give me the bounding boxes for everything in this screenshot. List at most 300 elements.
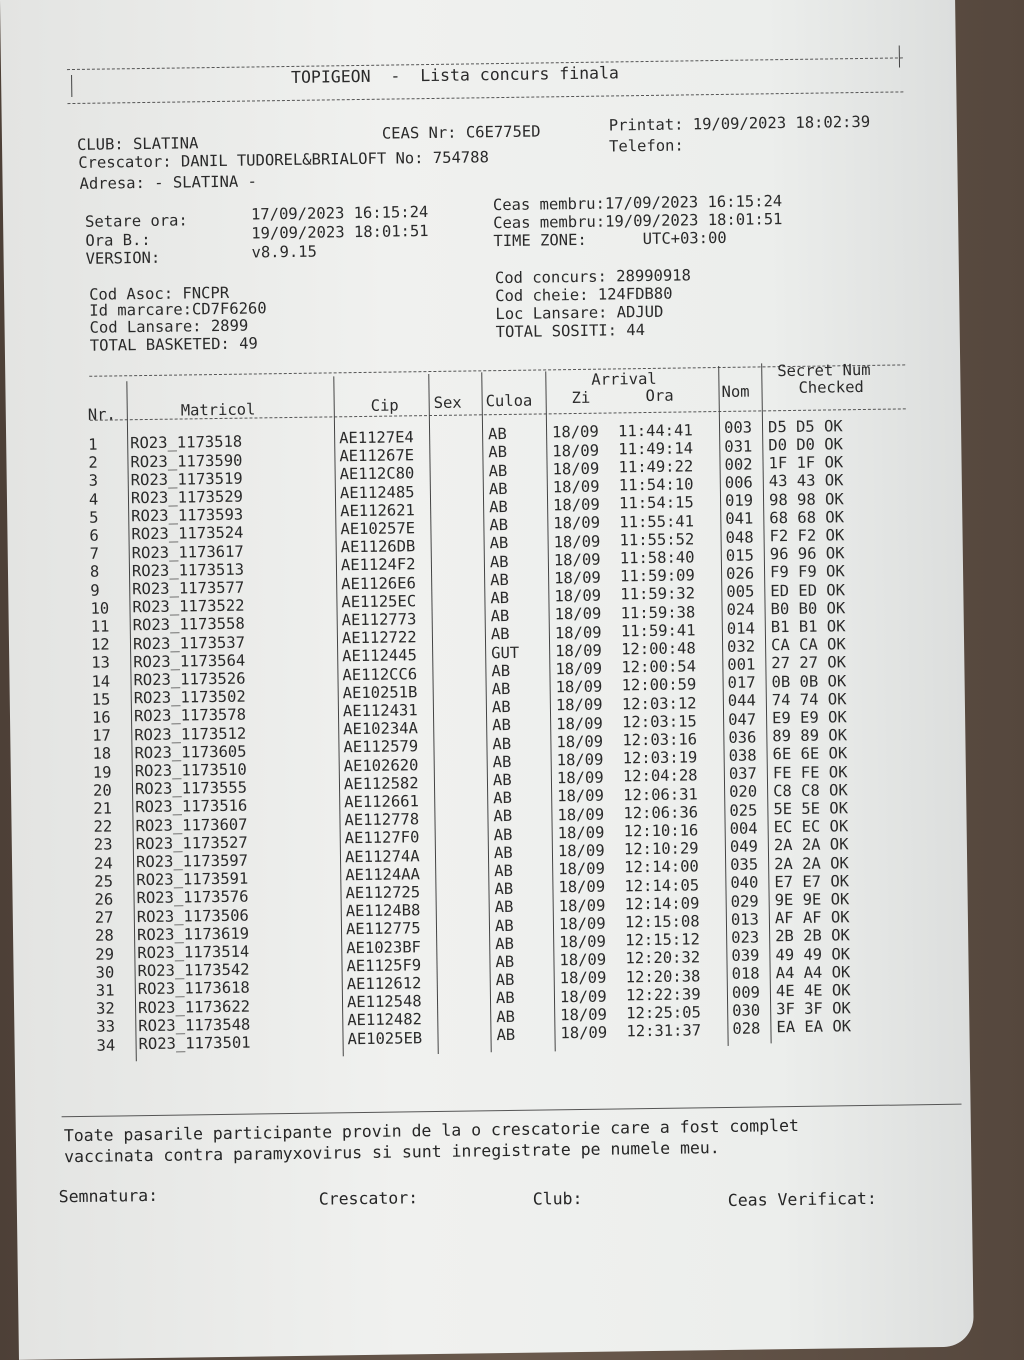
row-nom: 020 <box>729 782 758 802</box>
row-culoa: AB <box>493 789 512 808</box>
row-nom: 028 <box>732 1019 761 1038</box>
ceas-verificat-label: Ceas Verificat: <box>727 1188 877 1210</box>
row-secret-checked: 2A 2A OK <box>773 835 849 855</box>
row-secret-checked: 68 68 OK <box>769 508 845 528</box>
row-secret-checked: C8 C8 OK <box>772 781 848 801</box>
row-nr: 12 <box>90 635 110 654</box>
row-matricol: RO23_1173548 <box>138 1015 251 1036</box>
row-ora: 11:55:41 <box>619 511 695 532</box>
row-nom: 037 <box>728 764 758 784</box>
row-nr: 27 <box>94 908 114 927</box>
row-ora: 11:59:09 <box>619 566 695 586</box>
header-nr: Nr. <box>87 405 116 424</box>
row-nom: 015 <box>725 546 754 565</box>
row-culoa: AB <box>493 843 513 862</box>
row-nr: 30 <box>95 963 115 982</box>
row-matricol: RO23_1173622 <box>137 997 251 1017</box>
row-zi: 18/09 <box>552 441 600 460</box>
row-zi: 18/09 <box>555 696 603 715</box>
row-nr: 14 <box>91 672 111 691</box>
row-culoa: AB <box>488 479 508 499</box>
row-culoa: AB <box>495 971 515 990</box>
row-cip: AE1126DB <box>340 537 416 557</box>
row-zi: 18/09 <box>552 459 600 479</box>
row-ora: 12:03:19 <box>622 748 698 768</box>
row-secret-checked: 5E 5E OK <box>773 799 849 819</box>
row-cip: AE112612 <box>346 974 422 994</box>
row-nom: 040 <box>730 873 759 893</box>
row-nr: 32 <box>95 999 115 1018</box>
row-nr: 13 <box>91 653 111 673</box>
row-culoa: AB <box>488 461 508 480</box>
row-culoa: AB <box>488 443 508 462</box>
version-label: VERSION: <box>85 248 161 268</box>
row-matricol: RO23_1173564 <box>133 651 246 672</box>
row-cip: AE112661 <box>344 792 420 812</box>
header-nom: Nom <box>721 382 750 401</box>
row-secret-checked: 1F 1F OK <box>768 453 844 473</box>
row-culoa: AB <box>489 497 508 517</box>
row-zi: 18/09 <box>556 750 604 770</box>
row-nr: 11 <box>90 617 110 636</box>
row-ora: 12:31:37 <box>626 1021 702 1041</box>
row-culoa: AB <box>489 552 509 571</box>
row-matricol: RO23_1173501 <box>138 1033 251 1054</box>
row-ora: 12:25:05 <box>626 1003 701 1023</box>
row-zi: 18/09 <box>554 586 602 606</box>
row-matricol: RO23_1173506 <box>136 906 249 926</box>
row-matricol: RO23_1173529 <box>130 487 244 508</box>
row-secret-checked: E7 E7 OK <box>774 872 850 892</box>
row-nom: 013 <box>730 910 760 929</box>
row-nr: 16 <box>91 708 111 727</box>
row-culoa: AB <box>492 770 512 790</box>
row-nr: 33 <box>96 1017 116 1037</box>
time-zone: TIME ZONE: UTC+03:00 <box>493 228 727 251</box>
row-zi: 18/09 <box>551 423 599 442</box>
club-signature-label: Club: <box>532 1188 583 1209</box>
row-ora: 11:49:22 <box>618 457 694 477</box>
row-cip: AE1023BF <box>346 937 422 957</box>
document-title: TOPIGEON - Lista concurs finala <box>290 63 620 87</box>
row-matricol: RO23_1173537 <box>132 633 246 653</box>
row-culoa: AB <box>494 898 514 917</box>
row-secret-checked: AF AF OK <box>774 908 850 928</box>
total-basketed: TOTAL BASKETED: 49 <box>89 334 258 355</box>
row-cip: AE1124F2 <box>340 555 416 575</box>
row-secret-checked: A4 A4 OK <box>775 963 851 983</box>
row-ora: 11:44:41 <box>617 420 693 441</box>
row-nom: 006 <box>724 473 753 492</box>
semnatura-label: Semnatura: <box>58 1185 159 1207</box>
row-ora: 12:14:05 <box>624 875 700 895</box>
row-nr: 9 <box>90 581 100 600</box>
row-cip: AE112725 <box>345 883 421 903</box>
title-left-border <box>71 75 72 97</box>
title-right-border <box>899 45 900 67</box>
row-cip: AE11267E <box>339 446 415 466</box>
row-cip: AE112CC6 <box>342 664 418 684</box>
row-nr: 7 <box>89 544 100 563</box>
row-ora: 11:58:40 <box>619 548 695 568</box>
row-nr: 31 <box>95 981 115 1000</box>
row-secret-checked: 89 89 OK <box>772 726 848 746</box>
row-secret-checked: B0 B0 OK <box>770 599 846 619</box>
row-ora: 12:15:08 <box>624 912 700 932</box>
row-secret-checked: 27 27 OK <box>771 653 847 673</box>
row-ora: 11:54:10 <box>618 475 694 495</box>
row-zi: 18/09 <box>558 896 606 915</box>
row-matricol: RO23_1173555 <box>134 778 248 799</box>
row-matricol: RO23_1173593 <box>131 505 244 526</box>
row-nr: 28 <box>94 926 114 946</box>
row-nom: 023 <box>731 928 760 947</box>
col-sep-sex <box>428 374 438 1054</box>
row-zi: 18/09 <box>558 878 606 897</box>
row-nom: 002 <box>724 455 753 474</box>
row-cip: AE10257E <box>340 519 416 539</box>
row-nom: 004 <box>729 819 758 838</box>
row-matricol: RO23_1173502 <box>133 687 246 708</box>
row-culoa: AB <box>496 1025 516 1044</box>
cod-asoc: Cod Asoc: FNCPR <box>88 283 230 304</box>
row-matricol: RO23_1173524 <box>131 524 244 544</box>
header-zi: Zi <box>571 388 591 408</box>
header-cip: Cip <box>370 396 399 415</box>
row-culoa: AB <box>494 916 514 935</box>
row-zi: 18/09 <box>560 1023 608 1043</box>
row-nom: 009 <box>731 983 761 1002</box>
row-cip: AE112775 <box>345 919 421 939</box>
row-cip: AE1125EC <box>341 592 417 612</box>
row-zi: 18/09 <box>559 969 607 988</box>
row-ora: 12:03:15 <box>622 712 697 732</box>
row-cip: AE10234A <box>343 719 418 739</box>
row-zi: 18/09 <box>553 514 601 533</box>
row-zi: 18/09 <box>554 623 602 642</box>
row-ora: 12:10:29 <box>623 839 699 859</box>
row-zi: 18/09 <box>553 532 601 551</box>
row-ora: 12:14:00 <box>624 857 699 877</box>
row-secret-checked: FE FE OK <box>772 762 848 782</box>
row-secret-checked: 2A 2A OK <box>774 853 849 873</box>
setare-ora-label: Setare ora: <box>84 211 188 231</box>
row-nr: 34 <box>96 1036 116 1055</box>
row-cip: AE112485 <box>339 482 415 502</box>
header-secret-num: Secret Num <box>777 360 871 381</box>
row-ora: 12:00:54 <box>621 657 697 677</box>
row-secret-checked: 3F 3F OK <box>776 999 851 1019</box>
row-culoa: AB <box>490 625 510 644</box>
row-matricol: RO23_1173542 <box>137 960 250 981</box>
row-ora: 11:55:52 <box>619 530 695 550</box>
row-nr: 17 <box>92 726 112 745</box>
row-matricol: RO23_1173590 <box>130 451 243 471</box>
cod-lansare: Cod Lansare: 2899 <box>89 316 249 337</box>
row-nr: 26 <box>94 890 114 909</box>
row-nom: 032 <box>726 637 756 656</box>
row-ora: 12:20:38 <box>625 966 701 986</box>
row-secret-checked: 49 49 OK <box>775 944 851 964</box>
crescator-line: Crescator: DANIL TUDOREL&BRIALOFT No: 754788 <box>78 148 489 172</box>
row-nr: 21 <box>93 799 113 818</box>
row-cip: AE1124AA <box>345 865 421 885</box>
printed-date: Printat: 19/09/2023 18:02:39 <box>608 112 871 135</box>
row-nom: 030 <box>732 1001 761 1020</box>
row-zi: 18/09 <box>554 605 602 624</box>
row-nr: 24 <box>93 854 113 873</box>
row-culoa: AB <box>490 570 509 590</box>
row-zi: 18/09 <box>558 914 606 934</box>
row-culoa: AB <box>493 807 513 826</box>
row-secret-checked: 6E 6E OK <box>772 744 848 764</box>
row-culoa: AB <box>493 825 513 844</box>
row-cip: AE1125F9 <box>346 955 422 976</box>
row-culoa: AB <box>492 734 512 753</box>
row-culoa: AB <box>489 534 509 553</box>
row-matricol: RO23_1173558 <box>132 615 245 635</box>
row-secret-checked: 4E 4E OK <box>775 981 851 1001</box>
row-nr: 22 <box>93 817 113 836</box>
row-nom: 031 <box>724 437 753 456</box>
row-nom: 035 <box>730 855 759 875</box>
cod-concurs: Cod concurs: 28990918 <box>494 266 692 288</box>
row-zi: 18/09 <box>555 677 603 697</box>
row-secret-checked: D0 D0 OK <box>768 435 844 455</box>
row-ora: 12:00:59 <box>621 675 697 695</box>
footer-divider <box>62 1104 962 1118</box>
row-zi: 18/09 <box>552 495 600 515</box>
row-ora: 12:10:16 <box>623 821 699 841</box>
row-culoa: AB <box>495 952 515 972</box>
row-matricol: RO23_1173518 <box>130 433 243 453</box>
row-matricol: RO23_1173516 <box>135 797 248 817</box>
row-matricol: RO23_1173512 <box>134 724 247 744</box>
row-culoa: AB <box>492 752 512 771</box>
row-cip: AE1126E6 <box>341 573 416 593</box>
header-sex: Sex <box>433 393 462 412</box>
row-matricol: RO23_1173619 <box>136 924 250 945</box>
row-nom: 048 <box>725 528 754 547</box>
row-ora: 11:49:14 <box>618 439 694 459</box>
row-nom: 024 <box>726 600 755 620</box>
row-matricol: RO23_1173526 <box>133 669 246 690</box>
row-ora: 12:03:16 <box>622 730 698 750</box>
ceas-membru-1: Ceas membru:17/09/2023 16:15:24 <box>492 192 783 215</box>
row-ora: 12:00:48 <box>621 639 696 659</box>
telefon-label: Telefon: <box>608 136 684 156</box>
ceas-membru-2: Ceas membru:19/09/2023 18:01:51 <box>493 210 783 233</box>
row-nom: 044 <box>727 691 756 711</box>
row-matricol: RO23_1173605 <box>134 742 247 763</box>
row-ora: 12:03:12 <box>621 693 697 714</box>
setare-ora-value: 17/09/2023 16:15:24 <box>250 203 429 224</box>
row-nr: 18 <box>92 744 112 764</box>
row-secret-checked: 0B 0B OK <box>771 671 847 691</box>
row-secret-checked: ED ED OK <box>770 580 846 600</box>
row-zi: 18/09 <box>556 768 604 788</box>
row-nr: 1 <box>88 435 98 454</box>
version-value: v8.9.15 <box>251 242 317 262</box>
row-cip: AE112621 <box>340 501 415 521</box>
row-zi: 18/09 <box>558 859 605 879</box>
row-nr: 29 <box>95 945 115 964</box>
row-cip: AE1025EB <box>347 1028 423 1048</box>
row-zi: 18/09 <box>560 1005 608 1025</box>
row-nr: 15 <box>91 690 111 709</box>
row-culoa: AB <box>494 880 514 899</box>
row-matricol: RO23_1173510 <box>134 760 247 781</box>
row-culoa: AB <box>490 607 510 626</box>
row-ora: 12:14:09 <box>624 894 700 914</box>
row-secret-checked: E9 E9 OK <box>771 708 847 728</box>
row-nom: 041 <box>725 509 754 529</box>
row-zi: 18/09 <box>552 477 600 497</box>
row-secret-checked: 2B 2B OK <box>775 926 850 946</box>
row-nom: 026 <box>725 564 755 583</box>
row-secret-checked: 98 98 OK <box>768 489 844 509</box>
id-marcare: Id marcare:CD7F6260 <box>89 299 267 320</box>
row-nom: 003 <box>723 418 753 438</box>
row-secret-checked: EC EC OK <box>773 817 849 837</box>
row-nom: 001 <box>727 655 756 674</box>
row-cip: AE112431 <box>342 701 418 721</box>
row-nr: 8 <box>89 563 100 582</box>
row-zi: 18/09 <box>559 987 607 1006</box>
row-matricol: RO23_1173597 <box>135 851 249 872</box>
row-cip: AE1124B8 <box>345 901 421 921</box>
row-ora: 11:54:15 <box>618 493 694 513</box>
row-cip: AE112445 <box>342 646 417 666</box>
row-matricol: RO23_1173513 <box>131 560 245 581</box>
row-nom: 036 <box>728 728 757 747</box>
crescator-signature-label: Crescator: <box>318 1188 419 1209</box>
row-cip: AE112778 <box>344 810 420 830</box>
row-secret-checked: CA CA OK <box>770 635 846 655</box>
row-culoa: AB <box>491 661 511 681</box>
row-ora: 12:06:31 <box>623 784 698 805</box>
row-nom: 005 <box>726 582 755 602</box>
row-cip: AE1127E4 <box>339 428 414 448</box>
row-nom: 018 <box>731 964 760 984</box>
row-nr: 2 <box>88 453 98 472</box>
header-arrival: Arrival <box>591 369 657 389</box>
row-nom: 039 <box>731 946 760 966</box>
row-ora: 12:06:36 <box>623 803 699 823</box>
row-secret-checked: 43 43 OK <box>768 471 844 491</box>
row-ora: 12:22:39 <box>625 985 701 1005</box>
header-ora: Ora <box>645 386 674 406</box>
row-secret-checked: 74 74 OK <box>771 690 847 710</box>
row-cip: AE11274A <box>344 846 420 866</box>
row-nr: 25 <box>94 872 114 891</box>
adresa-line: Adresa: - SLATINA - <box>79 172 257 193</box>
row-nom: 047 <box>727 710 757 729</box>
row-nr: 4 <box>88 490 99 509</box>
row-matricol: RO23_1173514 <box>137 942 250 963</box>
row-zi: 18/09 <box>559 950 607 970</box>
row-cip: AE112722 <box>341 628 417 648</box>
row-culoa: GUT <box>491 643 520 662</box>
row-ora: 12:15:12 <box>625 930 700 950</box>
row-nr: 23 <box>93 835 113 855</box>
header-checked: Checked <box>798 377 864 397</box>
row-matricol: RO23_1173576 <box>136 888 249 908</box>
statement-line-1: Toate pasarile participante provin de la o crescatorie care a fost complet <box>63 1115 800 1146</box>
row-matricol: RO23_1173578 <box>133 706 247 726</box>
row-nom: 017 <box>727 673 756 693</box>
row-ora: 12:20:32 <box>625 948 701 968</box>
row-secret-checked: F2 F2 OK <box>769 526 845 546</box>
title-bottom-border <box>67 91 903 104</box>
row-zi: 18/09 <box>557 805 605 824</box>
row-matricol: RO23_1173618 <box>137 979 250 999</box>
row-culoa: AB <box>496 1007 516 1026</box>
row-cip: AE102620 <box>343 755 419 775</box>
row-matricol: RO23_1173527 <box>135 833 248 854</box>
row-culoa: AB <box>494 861 514 881</box>
row-nr: 5 <box>89 508 99 527</box>
row-matricol: RO23_1173519 <box>130 469 243 490</box>
row-ora: 11:59:32 <box>620 584 696 604</box>
row-secret-checked: 9E 9E OK <box>774 890 850 910</box>
row-secret-checked: B1 B1 OK <box>770 617 846 637</box>
row-culoa: AB <box>490 588 510 608</box>
row-secret-checked: D5 D5 OK <box>767 417 843 437</box>
row-cip: AE1127F0 <box>344 828 420 848</box>
row-secret-checked: 96 96 OK <box>769 544 845 564</box>
row-culoa: AB <box>491 698 511 717</box>
row-cip: AE112579 <box>343 737 419 757</box>
row-ora: 11:59:41 <box>620 621 696 641</box>
row-culoa: AB <box>495 989 515 1008</box>
row-secret-checked: EA EA OK <box>776 1017 852 1037</box>
cod-cheie: Cod cheie: 124FDB80 <box>495 284 673 306</box>
row-zi: 18/09 <box>559 932 607 952</box>
loc-lansare: Loc Lansare: ADJUD <box>495 302 664 324</box>
ora-b-label: Ora B.: <box>85 230 151 250</box>
club-line: CLUB: SLATINA <box>76 134 199 154</box>
row-zi: 18/09 <box>555 659 603 679</box>
row-culoa: AB <box>495 934 515 953</box>
row-matricol: RO23_1173617 <box>131 542 244 562</box>
row-cip: AE112482 <box>347 1010 423 1030</box>
row-zi: 18/09 <box>554 568 601 588</box>
row-cip: AE112C80 <box>339 464 415 484</box>
row-cip: AE112548 <box>346 992 422 1012</box>
row-zi: 18/09 <box>557 787 604 806</box>
statement-line-2: vaccinata contra paramyxovirus si sunt inregistrate pe numele meu. <box>64 1138 720 1167</box>
row-nr: 10 <box>90 599 110 618</box>
row-matricol: RO23_1173607 <box>135 815 248 835</box>
row-zi: 18/09 <box>557 841 605 861</box>
row-matricol: RO23_1173591 <box>136 869 249 890</box>
row-nr: 6 <box>89 526 99 545</box>
row-culoa: AB <box>491 679 511 699</box>
row-zi: 18/09 <box>553 550 601 570</box>
row-zi: 18/09 <box>557 823 605 843</box>
row-nom: 019 <box>724 491 754 511</box>
row-nom: 014 <box>726 619 755 638</box>
row-cip: AE112582 <box>343 774 419 794</box>
row-ora: 12:04:28 <box>622 766 698 786</box>
total-sositi: TOTAL SOSITI: 44 <box>495 321 646 342</box>
row-nom: 025 <box>729 801 758 820</box>
header-culoa: Culoa <box>485 391 533 411</box>
row-culoa: AB <box>487 425 507 444</box>
row-nom: 029 <box>730 892 759 911</box>
row-zi: 18/09 <box>555 641 602 661</box>
